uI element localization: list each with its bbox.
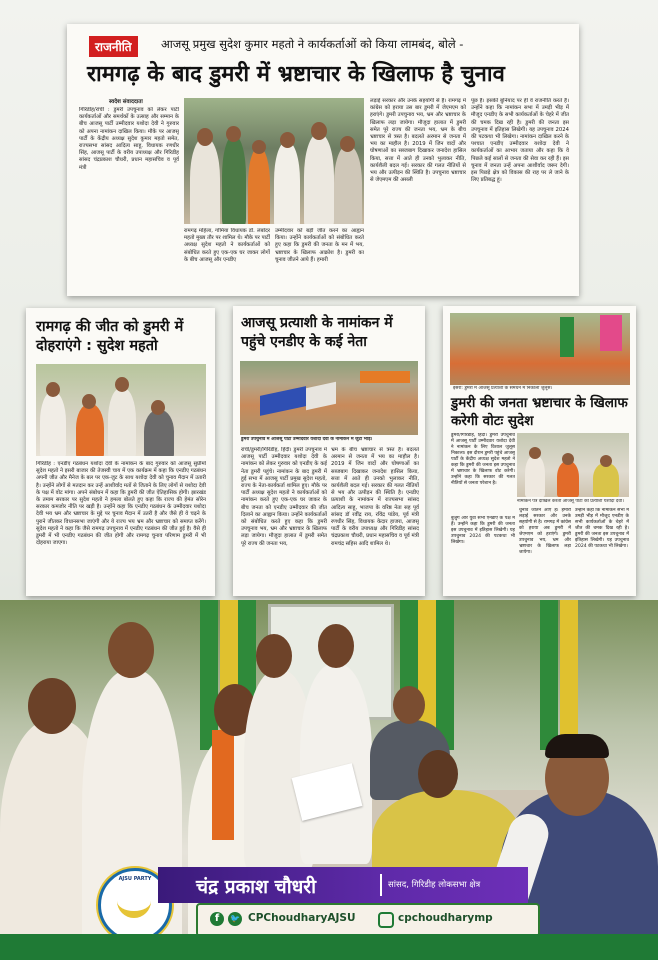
instagram-handle[interactable]: cpchoudharymp [398,912,493,924]
right-column-2: बुजुर्ग और युवा सभी एनडीए के पक्ष में हैं। उन्होंने कहा कि डुमरी की जनता इस उपचुनाव में इतिहास लिखेगी। यह उपचुनाव 2024 की पटकथा भी लिखेगा। [451,516,515,545]
fb-twitter-handle[interactable]: CPChoudharyAJSU [248,912,356,924]
right-column-1: डुमरी/गिरिडीह, हिंदी। डुमरी उपचुनाव में आजसू पार्टी उम्मीदवार यशोदा देवी ने नामांकन के लिए विशाल जुलूस निकाला। इस दौरान डुमरी पहुंचे आजसू पार्टी के केंद्रीय अध्यक्ष सुदेश महतो ने कहा कि डुमरी की जनता इस उपचुनाव में भ्रष्टाचार के खिलाफ वोट करेगी। उन्होंने कहा कि सरकार की गलत नीतियों से जनता परेशान है। [451,433,515,486]
right-procession-photo [450,313,630,385]
social-handles-bar [196,903,540,937]
article-column-2: रामगढ़ महिला, गोमिया विधायक डॉ. लंबोदर महतो मुख्य तौर पर शामिल थे। मौके पर पार्टी अध्यक्ष सुदेश महतो ने कार्यकर्ताओं को संबोधित करते हुए एक-एक घर जाकर लोगों के बीच आजसू और एनडीए [184,228,270,263]
twitter-icon[interactable]: 🐦 [228,912,242,926]
banana-icon [117,893,151,918]
rally-photo [184,98,364,224]
top-newspaper-clipping [67,24,579,296]
byline: स्वदेश संवाददाता [109,99,143,105]
middle-column-1: रांची/डुमरी/गिरिडीह, हिंदी। डुमरी उपचुनाव में आजसू पार्टी उम्मीदवार यशोदा देवी के नामांकन को लेकर गुरुवार को एनडीए के कई नेता डुमरी पहुंचे। नामांकन के बाद डुमरी में हुई सभा में आजसू पार्टी प्रमुख सुदेश महतो, राज्य के नेता-कार्यकर्ता शामिल हुए। मौके पर पार्टी अध्यक्ष सुदेश महतो ने कार्यकर्ताओं को नामांकन करते हुए एक-एक घर जाकर के बीच जनता को एनडीए उम्मीदवार की जीत दिलाने का आह्वान किया। उन्होंने कार्यकर्ताओं को संबोधित करते हुए कहा कि डुमरी उपचुनाव भय, भ्रम और भ्रष्टाचार के खिलाफ लड़ा जायेगा। मौजूदा हालात में डुमरी समेत पूरे राज्य की जनता भय, [241,447,327,547]
article-headline: रामगढ़ के बाद डुमरी में भ्रष्टाचार के खिलाफ है चुनाव [87,62,505,87]
article-kicker: आजसू प्रमुख सुदेश कुमार महतो ने कार्यकर्ताओं को किया लामबंद, बोले - [161,37,464,51]
party-logo-text: AJSU PARTY [118,876,152,882]
article-column-3: उम्मीदवार को बड़ी जीत करने का आह्वान किया। उन्होंने कार्यकर्ताओं को संबोधित करते हुए कहा कि डुमरी की जनता के मन में भय, भ्रष्टाचार के खिलाफ आक्रोश है। डुमरी का चुनाव जीतने आये हैं। हमारी [275,228,364,263]
facebook-icon[interactable]: f [210,912,224,926]
article-column-1: गिरिडीह/रांची : डुमरी उपचुनाव को लेकर पार्टी कार्यकर्ताओं और समर्थकों के उत्साह और सम्मान के बीच आजसू पार्टी उम्मीदवार यशोदा देवी ने गुरुवार को अपना नामांकन दाखिल किया। मौके पर आजसू पार्टी के केंद्रीय अध्यक्ष सुदेश कुमार महतो समेत, राज्यसभा सांसद आदित्य साहू, विधायक रणधीर सिंह, आजसू पार्टी के वरीय उपाध्यक्ष और गिरिडीह सांसद चंद्रप्रकाश चौधरी, प्रधान महासचिव व पूर्व मंत्री [79,107,179,171]
article-column-4: लड़ाई सरकार और उनके सहयोगी से है। रामगढ़ में कांग्रेस को हराया उस बार डुमरी में जेएमएम को हराएंगे। डुमरी उपचुनाव भय, भ्रम और भ्रष्टाचार के खिलाफ लड़ा जायेगा। मौजूदा हालात में डुमरी समेत पूरे राज्य की जनता भय, भ्रम के बीच भ्रष्टाचार से त्रस्त है। बदलते अरमान से जनता में भय का माहौल है। 2019 में जिन वादों और घोषणाओं का सब्जबाग दिखाकर जनादेश हासिल किया, सत्ता में आते ही उनको भुलाकर नीति, कार्यशैली बदल गई। सरकार की गलत नीतियों से भय और उत्पीड़न की स्थिति है। उपचुनाव भ्रष्टाचार से जेएमएम की असली [370,98,466,184]
left-body: गिरिडीह : एनडीए गठबंधन यशोदा देवी के नामांकन के बाद गुरुवार को आजसू सुप्रीमो सुदेश महतो ने इसरी बाजार की तेजस्वी चाय में एक कार्यक्रम में कहा कि एनडीए गठबंधन अपनी जीत और मैनेज के बल पर एक-जुट के साथ यशोदा देवी को चुनाव मैदान में उतारी है। उन्होंने लोगों से मतदान कर उन्हें आशीर्वाद मतों से जिताने के लिए लोगों से यशोदा देवी के पक्ष में वोट मांगा। अपने संबोधन में कहा कि डुमरी की जीत ऐतिहासिक होगी। झारखंड के तमाम सरकार पर सुदेश महतो ने हमला बोलते हुए कहा कि राज्य की हेमंत सोरेन सरकार कमजोर नीति पर खड़ी है। उन्होंने कहा कि एनडीए गठबंधन के उम्मीदवार यशोदा देवी भय भ्रम और भ्रष्टाचार के मुद्दे पर चुनाव मैदान में उतरी है और जैसे ही वे चढ़ने के पुराने जीतकर विधानसभा जाएंगी और ये राज्य भय भ्रम और भ्रष्टाचार को समाप्त करेंगे। सुदेश महतो ने कहा कि जैसे रामगढ़ उपचुनाव में एनडीए गठबंधन की जीत हुई है। वैसे ही डुमरी में भी एनडीए गठबंधन की जीत होगी और रामगढ़ चुनाव परिणाम डुमरी में भी दोहराया जाएगा। [36,461,206,547]
footer-green-strip [0,934,658,960]
left-photo [36,364,206,456]
section-tag: राजनीति [89,36,138,57]
mp-designation: सांसद, गिरिडीह लोकसभा क्षेत्र [388,880,481,890]
middle-crowd-photo [240,361,418,435]
middle-photo-caption: डुमरी उपचुनाव में आजसू पार्टी उम्मीदवार यशोदा देवी के नामांकन में जुटी भीड़। [241,437,373,442]
banner-divider [380,874,382,896]
right-headline: डुमरी की जनता भ्रष्टाचार के खिलाफ करेगी वोटः सुदेश [451,395,628,429]
left-newspaper-clipping [26,308,215,596]
right-newspaper-clipping [443,306,636,596]
instagram-icon[interactable] [378,912,394,928]
right-column-3: चुनाव जीतने आए हैं। हमारी लड़ाई सरकार और उनके सहयोगी से है। रामगढ़ में कांग्रेस को हराया अब डुमरी में जेएमएम को हराएंगे। डुमरी उपचुनाव भय, भ्रम और भ्रष्टाचार के खिलाफ लड़ा जायेगा। [519,508,571,555]
right-photo-caption: इसरी: डुमरी में आजसू प्रत्याशी के समर्थन में निकाला जुलूस। [453,386,553,391]
middle-newspaper-clipping [233,306,425,596]
left-headline: रामगढ़ की जीत को डुमरी में दोहराएंगे : सुदेश महतो [36,319,184,354]
right-photo2-caption: नामांकन पत्र दाखिल करती आजसू पार्टी की प्रत्याशी यशोदा देवी। [517,499,624,504]
right-nomination-photo [517,433,629,497]
mp-name: चंद्र प्रकाश चौधरी [196,876,316,898]
article-column-5: पूंछ है। इसकी बुनियाद पर ही वे राजनीति करते हैं। उन्होंने कहा कि नामांकन सभा में उमड़ी भीड़ में मौजूद एनडीए के सभी कार्यकर्ताओं के चेहरे में जीत की चमक दिख रही है। डुमरी की जनता इस उपचुनाव में इतिहास लिखेगी। यह उपचुनाव 2024 की पटकथा भी लिखेगा। नामांकन दाखिल करने के पश्चात एनडीए उम्मीदवार यशोदा देवी ने कार्यकर्ताओं का आभार जताया और कहा कि वे पिछले कई सालों से जनता की सेवा कर रही हैं। इस चुनाव में जनता उन्हें अपना आशीर्वाद जरूर देगी। इस पिछड़े क्षेत्र को विकास की राह पर ले जाने के लिए प्रतिबद्ध हूं। [471,98,569,184]
name-banner [158,867,528,903]
right-column-4: उन्होंने कहा कि नामांकन सभा में उमड़ी भीड़ में मौजूद एनडीए के सभी कार्यकर्ताओं के चेहरे में जीत की चमक दिख रही है। डुमरी की जनता इस उपचुनाव में इतिहास लिखेगी। यह उपचुनाव 2024 की पटकथा भी लिखेगा। [575,508,629,549]
middle-headline: आजसू प्रत्याशी के नामांकन में पहुंचे एनडीए के कई नेता [241,315,393,350]
middle-column-2: भ्रम के बीच भ्रष्टाचार से त्रस्त है। बदलते अरमान से जनता में भय का माहौल है। 2019 में जिन वादों और घोषणाओं का सब्जबाग दिखाकर जनादेश हासिल किया, सत्ता में आते ही उनको भुलाकर नीति, कार्यशैली बदल गई। सरकार की गलत नीतियों से भय और उत्पीड़न की स्थिति है। एनडीए प्रत्याशी के नामांकन में राज्यसभा सांसद आदित्य साहू, भाजपा के वरिष्ठ नेता सह पूर्व सांसद डॉ रवींद्र राय, रविंद्र पांडेय, पूर्व मंत्री रणधीर सिंह, विधायक केदार हाजरा, आजसू पार्टी के वरीय उपाध्यक्ष और गिरिडीह सांसद चंद्रप्रकाश चौधरी, प्रधान महासचिव व पूर्व मंत्री रामचंद्र सहिस आदि शामिल थे। [331,447,419,547]
